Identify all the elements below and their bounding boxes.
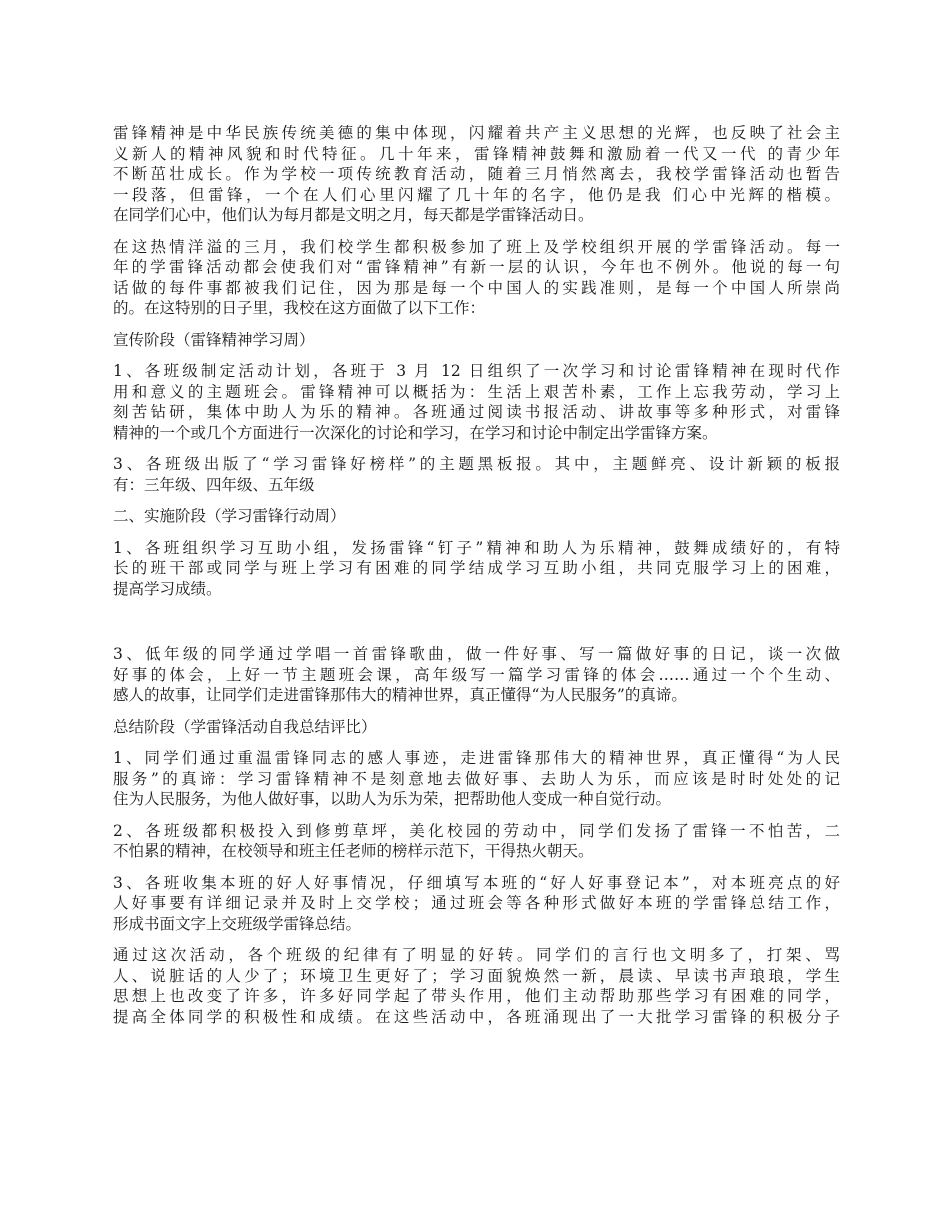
- text-line: 感人的故事，让同学们走进雷锋那伟大的精神世界，真正懂得“为人民服务”的真谛。: [113, 686, 687, 704]
- text-line: 精神的一个或几个方面进行一次深化的讨论和学习，在学习和讨论中制定出学雷锋方案。: [113, 423, 718, 442]
- section-heading-summary: [113, 717, 840, 738]
- march-paragraph: [113, 237, 840, 319]
- text-line: 不断茁壮成长。作为学校一项传统教育活动，随着三月悄然离去，我校学雷锋活动也暂告: [113, 165, 840, 183]
- text-line: 服务”的真谛：学习雷锋精神不是刻意地去做好事、去助人为乐，而应该是时时处处的记: [113, 769, 840, 788]
- text-line: 一段落，但雷锋，一个在人们心里闪耀了几十年的名字，他仍是我 们心中光辉的楷模。: [113, 185, 840, 204]
- text-line: 住为人民服务，为他人做好事，以助人为乐为荣，把帮助他人变成一种自觉行动。: [113, 790, 672, 808]
- text-line: 3、低年级的同学通过学唱一首雷锋歌曲，做一件好事、写一篇做好事的日记，谈一次做: [113, 645, 840, 663]
- publicity-item-3: [113, 454, 840, 495]
- summary-item-3: [113, 873, 840, 935]
- implementation-item-3: [113, 644, 840, 706]
- text-line: 2、各班级都积极投入到修剪草坪，美化校园的劳动中，同学们发扬了雷锋一不怕苦，二: [113, 821, 840, 840]
- text-line: 义新人的精神风貌和时代特征。几十年来，雷锋精神鼓舞和激励着一代又一代 的青少年: [113, 144, 840, 163]
- text-line: 人、说脏话的人少了；环境卫生更好了；学习面貌焕然一新，晨读、早读书声琅琅，学生: [113, 966, 840, 985]
- text-line: 通过这次活动，各个班级的纪律有了明显的好转。同学们的言行也文明多了，打架、骂: [113, 946, 840, 964]
- document-page: [113, 123, 840, 1038]
- heading-text: 宣传阶段（雷锋精神学习周）: [113, 330, 315, 349]
- text-line: 在同学们心中，他们认为每月都是文明之月，每天都是学雷锋活动日。: [113, 206, 594, 224]
- text-line: 雷锋精神是中华民族传统美德的集中体现，闪耀着共产主义思想的光辉，也反映了社会主: [113, 124, 840, 142]
- summary-item-2: [113, 821, 840, 862]
- heading-text: 二、实施阶段（学习雷锋行动周）: [113, 507, 346, 525]
- text-line: 3、各班级出版了“学习雷锋好榜样”的主题黑板报。其中，主题鲜亮、设计新颖的板报: [113, 455, 840, 473]
- heading-text: 总结阶段（学雷锋活动自我总结评比）: [113, 717, 377, 736]
- text-line: 人好事要有详细记录并及时上交学校；通过班会等各种形式做好本班的学雷锋总结工作，: [113, 894, 840, 912]
- text-line: 话做的每件事都被我们记住，因为那是每一个中国人的实践准则，是每一个中国人所崇尚: [113, 278, 840, 297]
- text-line: 1、各班组织学习互助小组，发扬雷锋“钉子”精神和助人为乐精神，鼓舞成绩好的，有特: [113, 538, 840, 557]
- text-line: 的。在这特别的日子里，我校在这方面做了以下工作：: [113, 299, 486, 317]
- text-line: 不怕累的精神，在校领导和班主任老师的榜样示范下，干得热火朝天。: [113, 842, 594, 860]
- text-line: 好事的体会，上好一节主题班会课，高年级写一篇学习雷锋的体会……通过一个个生动、: [113, 665, 840, 684]
- text-line: 1、同学们通过重温雷锋同志的感人事迹，走进雷锋那伟大的精神世界，真正懂得“为人民: [113, 749, 840, 767]
- conclusion-paragraph: [113, 945, 840, 1027]
- implementation-item-1: [113, 538, 840, 600]
- summary-item-1: [113, 748, 840, 810]
- text-line: 思想上也改变了许多，许多好同学起了带头作用，他们主动帮助那些学习有困难的同学，: [113, 987, 840, 1005]
- intro-paragraph: [113, 123, 840, 226]
- blank-spacer: [113, 610, 840, 644]
- text-line: 长的班干部或同学与班上学习有困难的同学结成学习互助小组，共同克服学习上的困难，: [113, 559, 840, 577]
- section-heading-publicity: [113, 330, 840, 351]
- text-line: 刻苦钻研，集体中助人为乐的精神。各班通过阅读书报活动、讲故事等多种形式，对雷锋: [113, 403, 840, 421]
- text-line: 用和意义的主题班会。雷锋精神可以概括为：生活上艰苦朴素，工作上忘我劳动，学习上: [113, 382, 840, 401]
- text-line: 提高全体同学的积极性和成绩。在这些活动中，各班涌现出了一大批学习雷锋的积极分子: [113, 1007, 840, 1026]
- text-line: 3、各班收集本班的好人好事情况，仔细填写本班的“好人好事登记本”，对本班亮点的好: [113, 873, 840, 892]
- section-heading-implementation: [113, 506, 840, 527]
- text-line: 有：三年级、四年级、五年级: [113, 475, 315, 494]
- text-line: 年的学雷锋活动都会使我们对“雷锋精神”有新一层的认识，今年也不例外。他说的每一句: [113, 258, 840, 276]
- publicity-item-1: [113, 361, 840, 443]
- text-line: 提高学习成绩。: [113, 579, 222, 598]
- text-line: 形成书面文字上交班级学雷锋总结。: [113, 914, 362, 933]
- text-line: 在这热情洋溢的三月，我们校学生都积极参加了班上及学校组织开展的学雷锋活动。每一: [113, 237, 840, 256]
- text-line: 1、各班级制定活动计划，各班于 3 月 12 日组织了一次学习和讨论雷锋精神在现时代作: [113, 362, 840, 380]
